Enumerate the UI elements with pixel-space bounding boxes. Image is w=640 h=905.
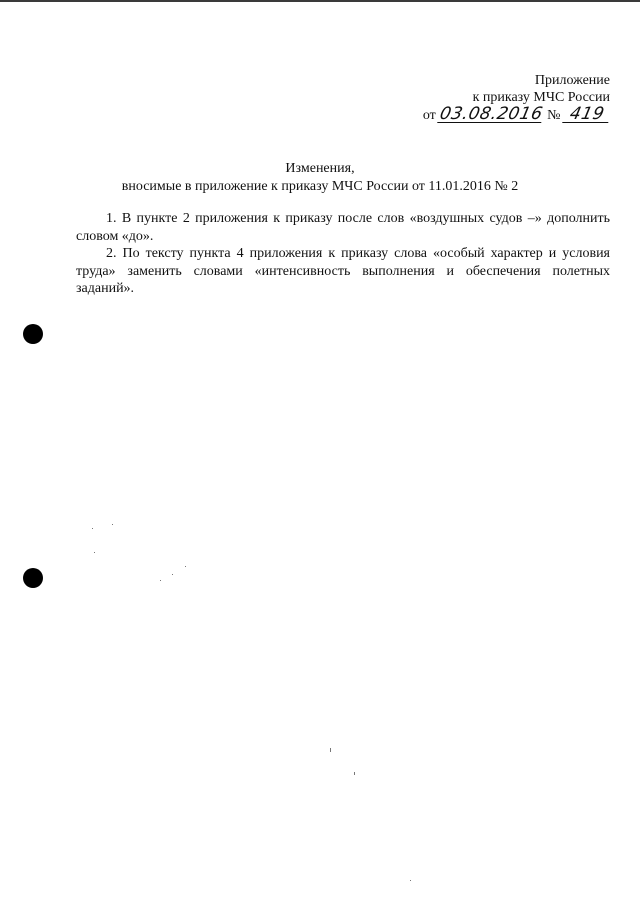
number-sign: №	[547, 108, 561, 123]
approval-stamp-block	[390, 72, 610, 124]
document-subtitle: вносимые в приложение к приказу МЧС России от 11.01.2016 № 2	[121, 179, 519, 194]
order-date-number	[390, 106, 610, 124]
handwritten-number: 419	[562, 106, 612, 123]
scan-speck	[92, 528, 93, 529]
order-reference: к приказу МЧС России	[472, 90, 610, 105]
punch-hole-lower	[23, 568, 43, 588]
scan-speck	[330, 748, 331, 752]
top-border	[0, 0, 640, 2]
amendments-list	[76, 210, 610, 298]
document-title: Изменения,	[285, 161, 355, 176]
amendment-item-2: 2. По тексту пункта 4 приложения к приказу слова «особый характер и условия труда» заменить словами «интенсивность выполнения и обеспечения полетных заданий».	[76, 246, 610, 296]
scan-speck	[112, 524, 113, 525]
amendment-item-1: 1. В пункте 2 приложения к приказу после слов «воздушных судов –» дополнить словом «до».	[76, 211, 610, 244]
appendix-label: Приложение	[534, 73, 610, 88]
scan-speck	[94, 552, 95, 553]
from-label: от	[422, 108, 436, 123]
scan-speck	[160, 580, 161, 581]
scan-speck	[410, 880, 411, 881]
punch-hole-upper	[23, 324, 43, 344]
handwritten-date: 03.08.2016	[438, 104, 545, 124]
scan-speck	[172, 574, 173, 575]
scan-speck	[185, 566, 186, 567]
scan-speck	[354, 772, 355, 775]
